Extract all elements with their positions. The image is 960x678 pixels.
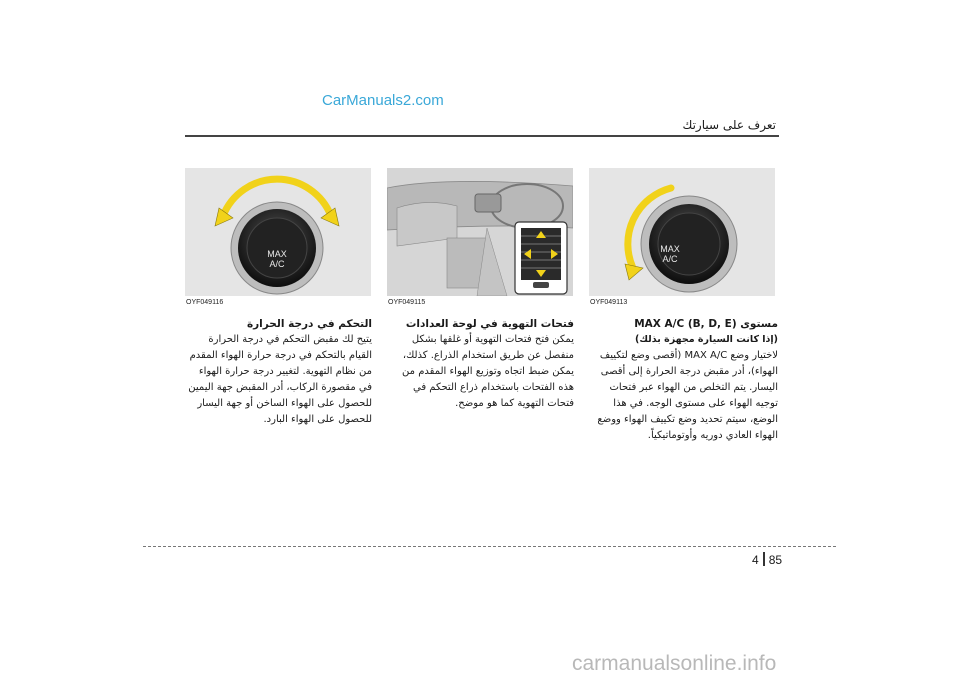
knob-label-max: MAX bbox=[267, 249, 287, 259]
column-dashboard-vents bbox=[386, 316, 574, 412]
column-heading: فتحات التهوية في لوحة العدادات bbox=[405, 318, 574, 330]
column-temperature-control bbox=[184, 316, 372, 428]
figure-code-mid: OYF049115 bbox=[388, 299, 426, 306]
figure-dashboard-vents bbox=[387, 168, 573, 296]
page-number bbox=[752, 552, 782, 567]
knob-illustration bbox=[185, 168, 371, 296]
knob-label-ac: A/C bbox=[269, 259, 285, 269]
footer-divider bbox=[143, 546, 836, 547]
figure-code-left: OYF049116 bbox=[186, 299, 224, 306]
column-heading: التحكم في درجة الحرارة bbox=[246, 318, 372, 330]
column-body: لاختيار وضع MAX A/C (أقصى وضع لتكييف الهواء)، أدر مقبض درجة الحرارة إلى أقصى اليسار. يتم التخلص من الهواء عبر فتحات توجيه الهواء على مستوى الوجه. في هذا الوضع، سيتم تحديد وضع تكييف الهواء ووضع الهواء العادي دوريه وأوتوماتيكياً. bbox=[597, 350, 778, 441]
column-heading: مستوى MAX A/C (B, D, E) bbox=[634, 318, 778, 330]
column-subheading: (إذا كانت السيارة مجهزة بذلك) bbox=[634, 334, 778, 345]
knob-label-ac: A/C bbox=[662, 254, 678, 264]
figure-max-ac-knob bbox=[589, 168, 775, 296]
footer-watermark: carmanualsonline.info bbox=[572, 652, 777, 675]
chapter-number: 4 bbox=[752, 553, 759, 567]
header-divider bbox=[185, 135, 779, 137]
column-body: يمكن فتح فتحات التهوية أو غلقها بشكل منفصل عن طريق استخدام الذراع. كذلك، يمكن ضبط اتجاه وتوزيع الهواء المقدم من هذه الفتحات باستخدام ذراع التحكم في فتحات التهوية كما هو موضح. bbox=[402, 334, 574, 409]
column-max-ac bbox=[590, 316, 778, 444]
knob-label-max: MAX bbox=[660, 244, 680, 254]
knob-illustration-max bbox=[589, 168, 775, 296]
column-body: يتيح لك مقبض التحكم في درجة الحرارة القيام بالتحكم في درجة حرارة الهواء المقدم من نظام التهوية. لتغيير درجة حرارة الهواء في مقصورة الركاب، أدر المقبض جهة اليمين للحصول على الهواء الساخن أو جهة اليسار للحصول على الهواء البارد. bbox=[188, 334, 372, 425]
section-title: تعرف على سيارتك bbox=[682, 118, 776, 132]
site-watermark: CarManuals2.com bbox=[322, 92, 444, 109]
figure-code-right: OYF049113 bbox=[590, 299, 628, 306]
dashboard-illustration bbox=[387, 168, 573, 296]
page-separator bbox=[763, 552, 765, 566]
figure-temperature-knob bbox=[185, 168, 371, 296]
page-number-value: 85 bbox=[768, 553, 783, 567]
